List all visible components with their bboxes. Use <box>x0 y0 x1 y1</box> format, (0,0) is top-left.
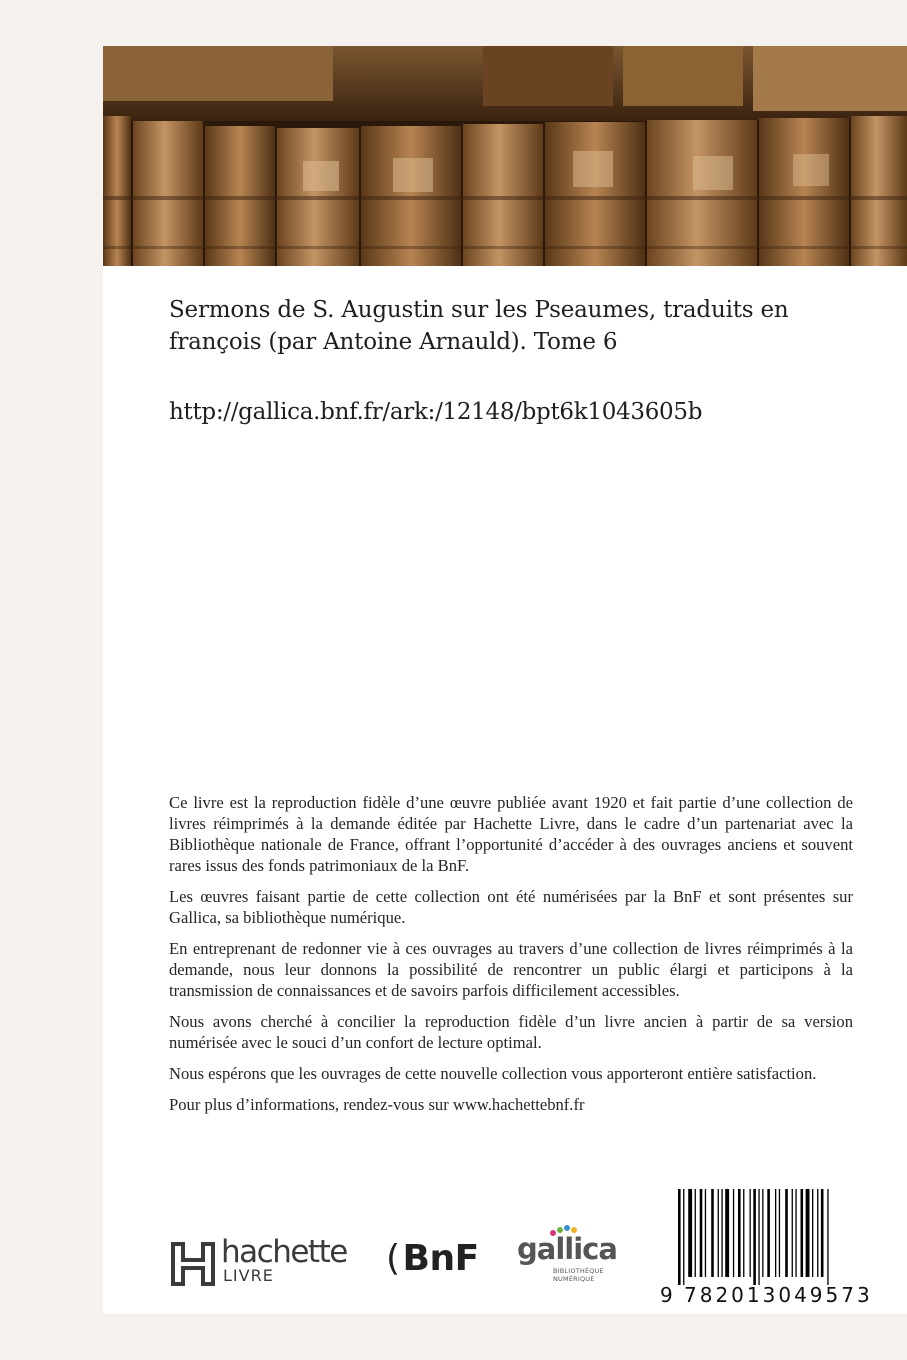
isbn-first-digit: 9 <box>660 1283 673 1307</box>
blurb-paragraph: Pour plus d’informations, rendez-vous sur www.hachettebnf.fr <box>169 1095 585 1114</box>
gallica-subtitle-2: NUMÉRIQUE <box>553 1275 595 1283</box>
hachette-livre-logo <box>171 1234 351 1288</box>
barcode-bar <box>775 1189 776 1277</box>
blurb-paragraph: Nous espérons que les ouvrages de cette nouvelle collection vous apporteront entière satisfaction. <box>169 1064 817 1083</box>
hachette-h-icon <box>171 1242 215 1286</box>
barcode-bar <box>821 1189 824 1277</box>
barcode-bar <box>753 1189 756 1285</box>
gallica-logo <box>517 1224 617 1294</box>
barcode-bar <box>779 1189 780 1277</box>
barcode-bar <box>758 1189 759 1285</box>
barcode-bar <box>801 1189 804 1277</box>
book-title: Sermons de S. Augustin sur les Pseaumes, traduits en françois (par Antoine Arnauld). Tome 6 <box>169 297 789 355</box>
barcode-bar <box>827 1189 828 1285</box>
barcode-bar <box>695 1189 696 1277</box>
gallica-wordmark: gallica <box>517 1232 617 1266</box>
barcode-bar <box>718 1189 719 1277</box>
gallica-subtitle-1: BIBLIOTHÈQUE <box>553 1267 604 1275</box>
barcode-bar <box>688 1189 692 1277</box>
barcode-bar <box>785 1189 788 1277</box>
bnf-paren: ( <box>386 1238 400 1279</box>
back-cover <box>103 46 907 1314</box>
barcode-bar <box>721 1189 722 1277</box>
barcode-bar <box>725 1189 729 1277</box>
bnf-wordmark: BnF <box>402 1238 479 1279</box>
barcode-bar <box>733 1189 734 1277</box>
barcode-bar <box>812 1189 813 1277</box>
barcode-bar <box>683 1189 684 1285</box>
blurb-paragraph: Ce livre est la reproduction fidèle d’une œuvre publiée avant 1920 et fait partie d’une collection de livres réimprimés à la demande éditée par Hachette Livre, dans le cadre d’un partenariat avec la Bibliothèque nationale de France, offrant l’opportunité d’accéder à des ouvrages anciens et souvent rares issus des fonds patrimoniaux de la BnF. <box>169 793 853 875</box>
barcode-bar <box>738 1189 741 1277</box>
barcode-bar <box>705 1189 706 1277</box>
book-spines-illustration <box>103 46 907 266</box>
bnf-logo <box>386 1238 479 1279</box>
hachette-wordmark: hachette <box>221 1234 347 1270</box>
barcode-bar <box>795 1189 796 1277</box>
book-spines-banner <box>103 46 907 266</box>
gallica-link[interactable]: http://gallica.bnf.fr/ark:/12148/bpt6k1043605b <box>169 399 703 425</box>
barcode-bar <box>817 1189 818 1277</box>
barcode-bar <box>743 1189 744 1277</box>
hachette-subtitle: LIVRE <box>223 1266 274 1285</box>
barcode-bar <box>678 1189 681 1285</box>
barcode-bars <box>660 1189 870 1285</box>
blurb <box>169 792 853 1125</box>
barcode-bar <box>767 1189 770 1277</box>
barcode-bar <box>711 1189 714 1277</box>
barcode-bar <box>792 1189 793 1277</box>
isbn-barcode <box>660 1189 873 1307</box>
isbn-digits: 782013049573 <box>684 1283 873 1307</box>
barcode-bar <box>762 1189 763 1277</box>
barcode-bar <box>750 1189 751 1277</box>
barcode-bar <box>806 1189 810 1277</box>
barcode-bar <box>700 1189 703 1277</box>
blurb-paragraph: Les œuvres faisant partie de cette collection ont été numérisées par la BnF et sont présentes sur Gallica, sa bibliothèque numérique. <box>169 887 853 927</box>
blurb-paragraph: Nous avons cherché à concilier la reproduction fidèle d’un livre ancien à partir de sa version numérisée avec le souci d’un confort de lecture optimal. <box>169 1012 853 1052</box>
blurb-paragraph: En entreprenant de redonner vie à ces ouvrages au travers d’une collection de livres réimprimés à la demande, nous leur donnons la possibilité de rencontrer un public élargi et participons à la transmission de connaissances et de savoirs parfois difficilement accessibles. <box>169 939 853 1000</box>
